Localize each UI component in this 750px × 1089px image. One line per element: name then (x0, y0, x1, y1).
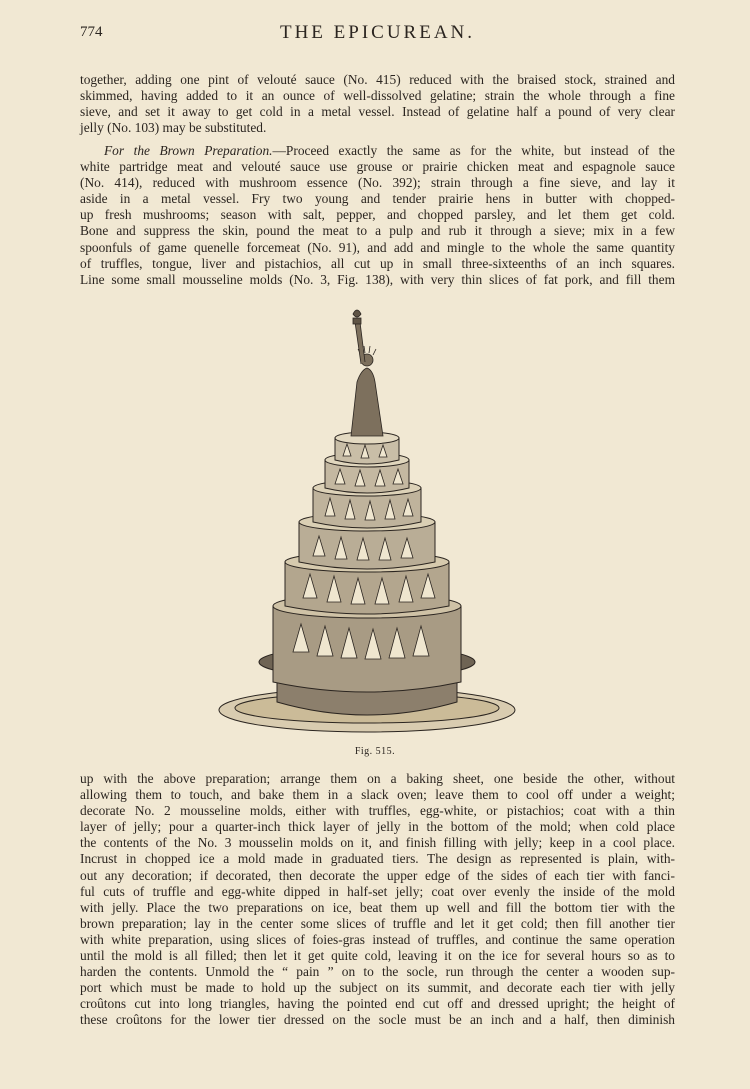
text-line: brown preparation; lay in the center some slices of truffle and let it get cold; then fill another tier (80, 915, 675, 931)
text-line: (No. 414), reduced with mushroom essence (No. 392); strain through a fine sieve, and lay it (80, 175, 675, 191)
text-line: decorate No. 2 mousseline molds, either with truffles, egg-white, or pistachios; coat with a thin (80, 803, 675, 819)
text-line: up fresh mushrooms; season with salt, pepper, and chopped parsley, and let them get cold. (80, 207, 675, 223)
text-line: until the mold is all filled; then let it get quite cold, leaving it on the ice for several hours so as to (80, 948, 675, 964)
figure-caption: Fig. 515. (354, 746, 396, 757)
text-line: with jelly. Place the two preparations on ice, beat them up well and fill the bottom tier with the (80, 899, 675, 915)
text-line: harden the contents. Unmold the “ pain ” on to the socle, run through the center a wooden sup- (80, 964, 675, 980)
text-line: up with the above preparation; arrange them on a baking sheet, one beside the other, without (80, 771, 675, 786)
text-line: allowing them to touch, and bake them in a slack oven; leave them to cool off under a weight; (80, 787, 675, 803)
paragraph-1 (80, 72, 675, 136)
text-line (80, 143, 675, 159)
text-line: port which must be made to hold up the subject on its summit, and decorate each tier with jelly (80, 980, 675, 996)
paragraph-lead: For the Brown Preparation. (104, 143, 273, 158)
text-line: these croûtons for the lower tier dressed on the socle must be an inch and a half, then diminish (80, 1012, 675, 1028)
page-number: 774 (80, 24, 103, 40)
text-line: white partridge meat and velouté sauce use grouse or prairie chicken meat and espagnole sauce (80, 159, 675, 175)
page-header (80, 22, 675, 48)
text-line: sieve, and set it away to get cold in a metal vessel. Instead of gelatine half a pound of very clear (80, 104, 675, 120)
text-line: aside in a metal vessel. Fry two young and tender prairie hens in butter with chopped- (80, 191, 675, 207)
text-line: together, adding one pint of velouté sauce (No. 415) reduced with the braised stock, strained and (80, 72, 675, 87)
running-title: THE EPICUREAN. (279, 22, 476, 43)
text-line: spoonfuls of game quenelle forcemeat (No. 91), and add and mingle to the whole the same quantity (80, 239, 675, 255)
paragraph-2 (80, 143, 675, 288)
text-line: ful cuts of truffle and egg-white dipped in half-set jelly; coat over evenly the inside of the mold (80, 883, 675, 899)
paragraph-3 (80, 771, 675, 1029)
text-line-rest: —Proceed exactly the same as for the white, but instead of the (272, 143, 675, 158)
statue-figure (351, 310, 383, 436)
text-line: Incrust in chopped ice a mold made in graduated tiers. The design as represented is plain, with- (80, 851, 675, 867)
text-line: layer of jelly; pour a quarter-inch thick layer of jelly in the bottom of the mold; when cold place (80, 819, 675, 835)
text-line: Line some small mousseline molds (No. 3, Fig. 138), with very thin slices of fat pork, and fill them (80, 271, 675, 287)
tiered-aspic-illustration (215, 300, 520, 740)
text-line: of truffles, tongue, liver and pistachios, all cut up in small three-sixteenths of an inch squares. (80, 255, 675, 271)
text-line: Bone and suppress the skin, pound the meat to a pulp and rub it through a sieve; mix in a few (80, 223, 675, 239)
text-line: skimmed, having added to it an ounce of well-dissolved gelatine; strain the whole through a fine (80, 88, 675, 104)
text-line: jelly (No. 103) may be substituted. (80, 120, 267, 136)
text-line: croûtons cut into long triangles, having the pointed end cut off and dressed upright; the height of (80, 996, 675, 1012)
text-line: the contents of the No. 3 mousselin molds on it, and finish filling with jelly; keep in a cool place. (80, 835, 675, 851)
text-line: out any decoration; if decorated, then decorate the upper edge of the sides of each tier with fanci- (80, 867, 675, 883)
text-line: with white preparation, using slices of foies-gras instead of truffles, and continue the same operation (80, 931, 675, 947)
